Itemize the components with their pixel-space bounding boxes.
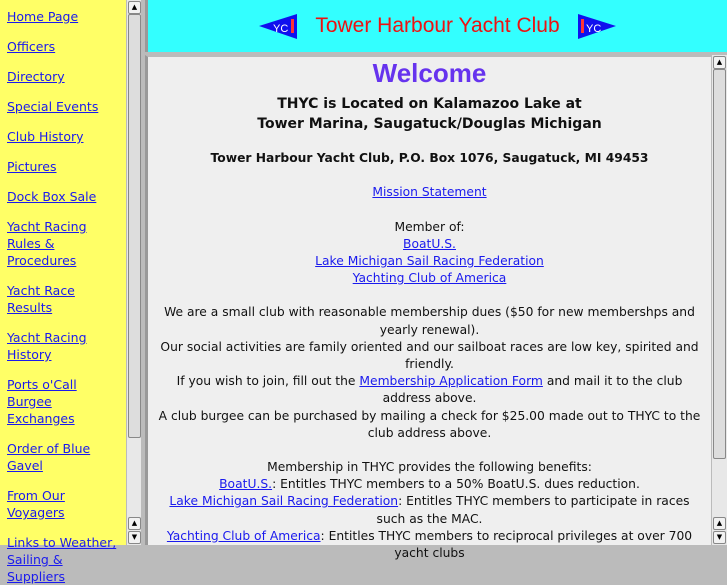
scroll-up-button[interactable]: ▲	[713, 517, 726, 530]
nav-race-results[interactable]: Yacht Race Results	[7, 283, 75, 315]
scroll-thumb[interactable]	[128, 14, 141, 438]
membership-form-link[interactable]: Membership Application Form	[359, 374, 543, 389]
yca-link[interactable]: Yachting Club of America	[352, 271, 507, 286]
nav-ports-of-call[interactable]: Ports o'Call Burgee Exchanges	[7, 377, 77, 426]
scroll-down-button[interactable]: ▼	[128, 531, 141, 544]
nav-frame	[0, 0, 126, 584]
svg-text:YC: YC	[273, 22, 289, 35]
nav-pictures[interactable]: Pictures	[7, 159, 57, 174]
nav-racing-history[interactable]: Yacht Racing History	[7, 330, 87, 362]
scroll-down-button[interactable]: ▼	[713, 531, 726, 544]
member-of: Member of: BoatU.S. Lake Michigan Sail Racing Federation Yachting Club of America	[315, 219, 544, 286]
address: Tower Harbour Yacht Club, P.O. Box 1076, Saugatuck, MI 49453	[210, 151, 649, 166]
main-frame	[145, 55, 711, 561]
main-scrollbar[interactable]	[711, 55, 727, 545]
location: THYC is Located on Kalamazoo Lake at Tower Marina, Saugatuck/Douglas Michigan	[257, 96, 602, 133]
burgee-left-icon	[259, 13, 299, 40]
about: We are a small club with reasonable membership dues ($50 for new membershps and yearly renewal). Our social activities are family oriented and our sailboat races are low key, spirited and friendly. If you wish to join, fill out the Membership Application Form and mail it to the club address above. A club burgee can be purchased by mailing a check for $25.00 made out to THYC to the club address above.	[158, 305, 701, 440]
benefit-boatus-link[interactable]: BoatU.S.	[219, 477, 273, 492]
nav-scrollbar[interactable]	[126, 0, 141, 545]
mission-statement-link[interactable]: Mission Statement	[372, 185, 487, 200]
benefit-yca-link[interactable]: Yachting Club of America	[166, 528, 321, 543]
lmsrf-link[interactable]: Lake Michigan Sail Racing Federation	[315, 254, 544, 269]
svg-text:YC: YC	[585, 22, 601, 35]
welcome-heading: Welcome	[372, 58, 487, 88]
nav-home[interactable]: Home Page	[7, 9, 79, 24]
nav-racing-rules[interactable]: Yacht Racing Rules & Procedures	[7, 219, 87, 268]
nav-directory[interactable]: Directory	[7, 69, 65, 84]
header-frame	[145, 0, 727, 52]
scroll-up-button[interactable]: ▲	[128, 517, 141, 530]
nav-special-events[interactable]: Special Events	[7, 99, 99, 114]
nav-links[interactable]: Links to Weather, Sailing & Suppliers	[7, 535, 117, 584]
boatus-link[interactable]: BoatU.S.	[403, 236, 456, 251]
nav-dock-box-sale[interactable]: Dock Box Sale	[7, 189, 97, 204]
nav-voyagers[interactable]: From Our Voyagers	[7, 488, 65, 520]
scroll-up-button[interactable]: ▲	[713, 56, 726, 69]
nav-officers[interactable]: Officers	[7, 39, 56, 54]
scroll-up-button[interactable]: ▲	[128, 1, 141, 14]
burgee-right-icon	[576, 13, 616, 40]
nav-club-history[interactable]: Club History	[7, 129, 84, 144]
benefits: Membership in THYC provides the following benefits: BoatU.S.: Entitles THYC members to a 50% BoatU.S. dues reduction. Lake Michigan Sail Racing Federation: Entitles THYC members to participate in races such as the MAC. Yachting Club of America: Entitles THYC members to reciprocal privileges at over 700 yacht clubs	[166, 460, 693, 561]
benefit-lmsrf-link[interactable]: Lake Michigan Sail Racing Federation	[169, 494, 399, 509]
scroll-thumb[interactable]	[713, 69, 726, 459]
nav-blue-gavel[interactable]: Order of Blue Gavel	[7, 441, 91, 473]
site-title: Tower Harbour Yacht Club	[315, 14, 560, 37]
